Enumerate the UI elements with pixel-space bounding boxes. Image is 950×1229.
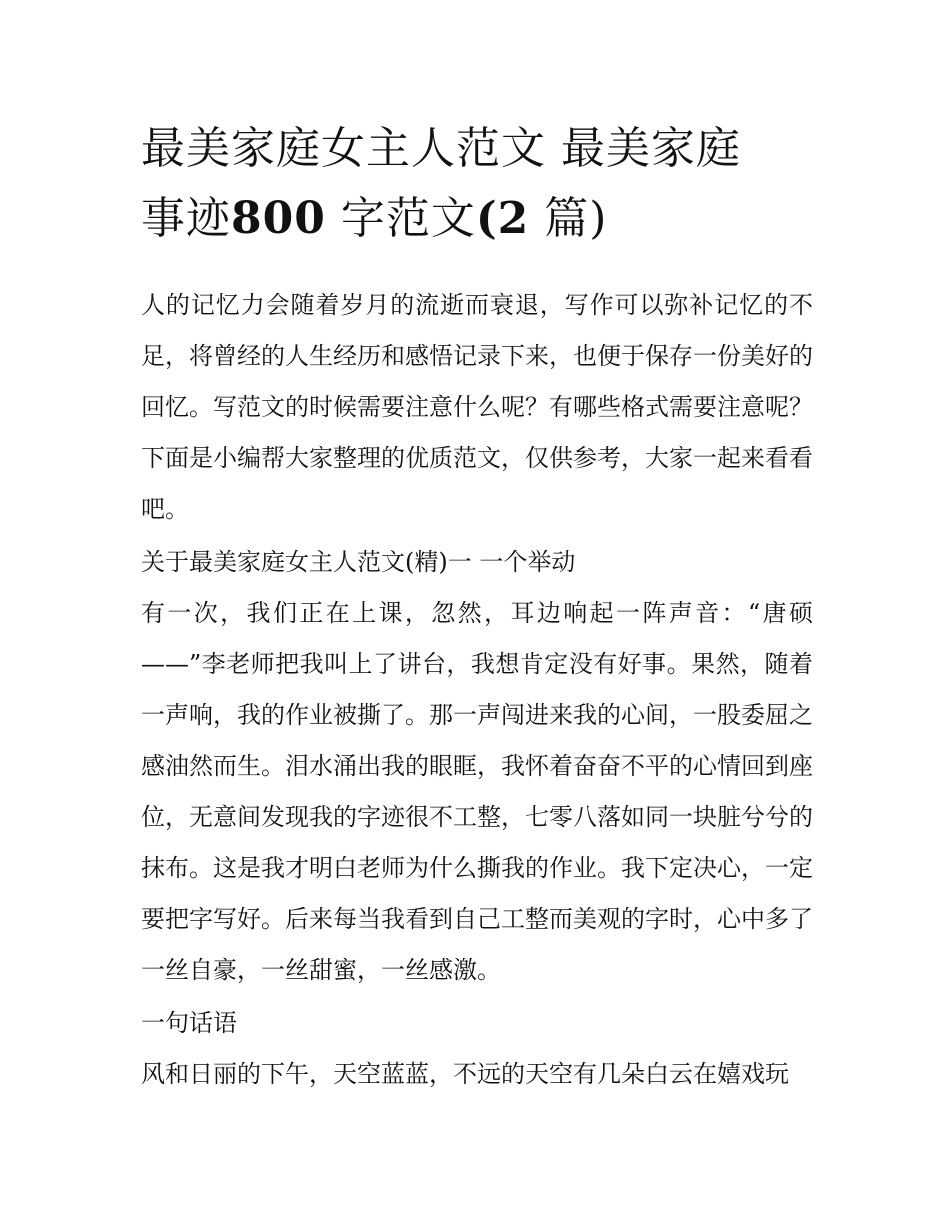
title-line-2-prefix: 事迹 — [141, 193, 231, 244]
document-title — [141, 114, 813, 254]
title-line-2-paren: (2 — [475, 193, 530, 244]
section-2-body: 风和日丽的下午，天空蓝蓝，不远的天空有几朵白云在嬉戏玩 — [141, 1060, 789, 1088]
document-page — [141, 114, 813, 1100]
section-1-body: 有一次，我们正在上课，忽然，耳边响起一阵声音：“唐硕——”李老师把我叫上了讲台，我想肯定没有好事。果然，随着一声响，我的作业被撕了。那一声闯进来我的心间，一股委屈之感油然而生。泪水涌出我的眼眶，我怀着奋奋不平的心情回到座位，无意间发现我的字迹很不工整，七零八落如同一块脏兮兮的抹布。这是我才明白老师为什么撕我的作业。我下定决心，一定要把字写好。后来每当我看到自己工整而美观的字时，心中多了一丝自豪，一丝甜蜜，一丝感激。 — [141, 599, 813, 984]
title-line-2-mid: 字范文 — [340, 193, 476, 244]
section-2-heading: 一句话语 — [141, 1009, 237, 1037]
section-1-heading: 关于最美家庭女主人范文(精)一 一个举动 — [141, 548, 576, 576]
title-line-2-number: 800 — [231, 193, 326, 244]
title-line-2-suffix: 篇) — [544, 193, 608, 244]
title-line-1: 最美家庭女主人范文 最美家庭 — [141, 123, 741, 174]
intro-paragraph: 人的记忆力会随着岁月的流逝而衰退，写作可以弥补记忆的不足，将曾经的人生经历和感悟记录下来，也便于保存一份美好的回忆。写范文的时候需要注意什么呢？有哪些格式需要注意呢？下面是小编帮大家整理的优质范文，仅供参考，大家一起来看看吧。 — [141, 291, 813, 523]
